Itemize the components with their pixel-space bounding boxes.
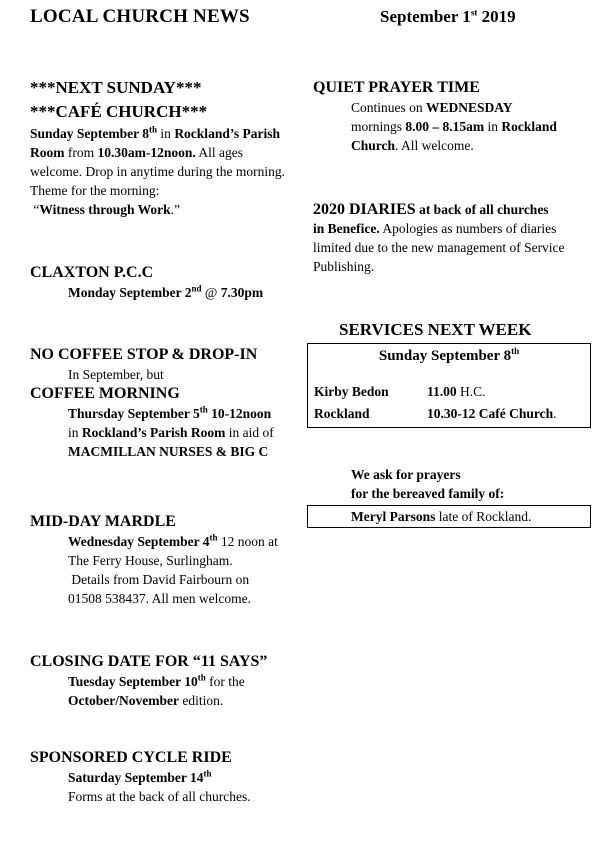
coffee-section bbox=[30, 345, 315, 461]
cycle-ride-details: Saturday September 14th Forms at the back of all churches. bbox=[68, 768, 251, 804]
issue-date: September 1st 2019 bbox=[380, 7, 516, 26]
closing-date-heading: CLOSING DATE FOR “11 SAYS” bbox=[30, 653, 268, 670]
coffee-morning-heading: COFFEE MORNING bbox=[30, 385, 180, 402]
services-day: Sunday September 8th bbox=[378, 346, 520, 364]
no-coffee-heading: NO COFFEE STOP & DROP-IN bbox=[30, 346, 258, 363]
mardle-section bbox=[30, 512, 315, 608]
prayers-request: We ask for prayers for the bereaved family of: bbox=[351, 467, 505, 501]
cycle-ride-heading: SPONSORED CYCLE RIDE bbox=[30, 749, 232, 766]
services-box bbox=[307, 343, 591, 428]
cycle-ride-section bbox=[30, 748, 315, 806]
claxton-date: Monday September 2nd @ 7.30pm bbox=[68, 283, 264, 300]
prayer-details: Continues on WEDNESDAY mornings 8.00 – 8.15am in Rockland Church. All welcome. bbox=[351, 100, 557, 153]
services-heading: SERVICES NEXT WEEK bbox=[339, 320, 532, 339]
next-sunday-heading: ***NEXT SUNDAY*** bbox=[30, 78, 202, 97]
coffee-details: Thursday September 5th 10-12noon in Rockland’s Parish Room in aid of MACMILLAN NURSES & BIG C bbox=[68, 404, 274, 459]
mardle-details: Wednesday September 4th 12 noon at The Ferry House, Surlingham. Details from David Fairbourn on 01508 538437. All men welcome. bbox=[68, 532, 278, 606]
claxton-section bbox=[30, 263, 305, 302]
bereaved-name: Meryl Parsons late of Rockland. bbox=[351, 509, 532, 524]
diaries-section: 2020 DIARIES at back of all churches in Benefice. Apologies as numbers of diaries limited due to the new management of Service Publishing. bbox=[313, 201, 565, 274]
service-row: Rockland 10.30-12 Café Church. bbox=[314, 406, 557, 421]
diaries-heading: 2020 DIARIES bbox=[313, 201, 416, 218]
prayer-section bbox=[313, 78, 593, 155]
page-title: LOCAL CHURCH NEWS bbox=[30, 6, 250, 27]
bereaved-box bbox=[307, 505, 591, 528]
next-sunday-section bbox=[30, 76, 295, 219]
next-sunday-text: Sunday September 8th in Rockland’s Parish Room from 10.30am-12noon. All ages welcome. Drop in anytime during the morning. Theme for the morning: “Witness through Work.” bbox=[30, 124, 285, 217]
mardle-heading: MID-DAY MARDLE bbox=[30, 513, 176, 530]
service-row: Kirby Bedon 11.00 H.C. bbox=[314, 384, 486, 399]
claxton-heading: CLAXTON P.C.C bbox=[30, 264, 154, 281]
prayer-heading: QUIET PRAYER TIME bbox=[313, 79, 480, 96]
cafe-church-heading: ***CAFÉ CHURCH*** bbox=[30, 102, 208, 121]
closing-date-section bbox=[30, 652, 315, 710]
coffee-note: In September, but bbox=[68, 367, 164, 382]
closing-date-details: Tuesday September 10th for the October/November edition. bbox=[68, 672, 245, 708]
